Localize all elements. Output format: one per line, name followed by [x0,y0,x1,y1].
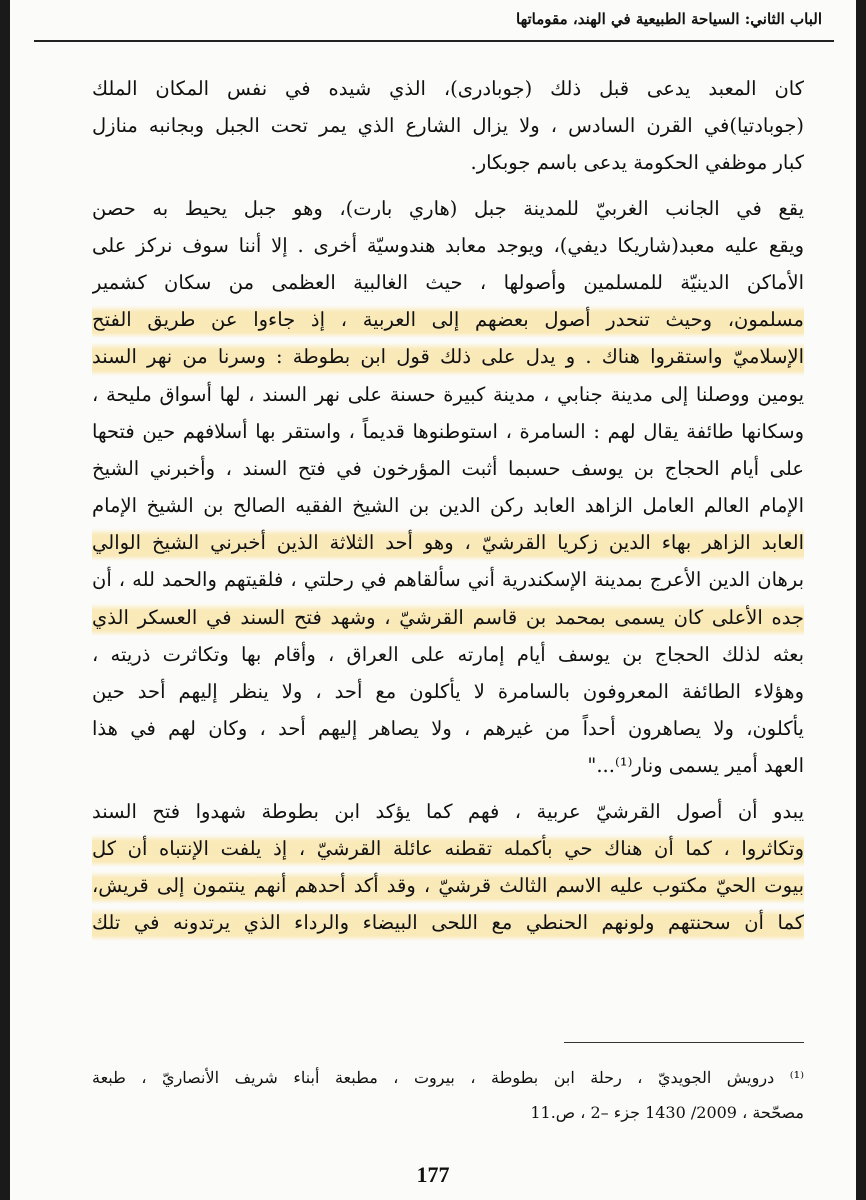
body-text [92,70,804,941]
text-line: العهد أمير يسمى ونار⁽¹⁾..." [587,754,804,778]
text-line: (جوبادتيا)في القرن السادس ، ولا يزال الشارع الذي يمر تحت الجبل وبجانبه منازل [92,114,804,138]
page-number: 177 [416,1162,450,1187]
text-line: كبار موظفي الحكومة يدعى باسم جوبكار. [470,151,804,175]
text-line: الإمام العالم العامل الزاهد العابد ركن الدين بن الشيخ الفقيه الصالح بن الشيخ الإمام [92,494,804,518]
paragraph-1 [92,70,804,182]
paragraph-3 [92,793,804,942]
text-line: ويقع عليه معبد(شاريكا ديفي)، ويوجد معابد هندوسيّة أخرى . إلا أننا سوف نركز على [92,233,804,257]
footnote-line: مصحّحة ، 2009/ 1430 جزء –2 ، ص.11 [530,1103,804,1122]
highlighted-line: جده الأعلى كان يسمى بمحمد بن قاسم القرشيّ ، وشهد فتح السند في العسكر الذي [92,599,804,636]
running-head: الباب الثاني: السياحة الطبيعية في الهند، مقوماتها [516,10,822,28]
text-line: الأماكن الدينيّة للمسلمين وأصولها ، حيث الغالبية العظمى من سكان كشمير [92,270,804,294]
text-line: يومين ووصلنا إلى مدينة جنابي ، مدينة كبيرة حسنة على نهر السند ، لها أسواق مليحة ، [92,382,804,406]
text-line: على أيام الحجاج بن يوسف حسبما أثبت المؤرخون في فتح السند ، وأخبرني الشيخ [92,456,804,480]
book-page [10,0,856,1200]
paragraph-2 [92,190,804,785]
highlighted-line: كما أن سحنتهم ولونهم الحنطي مع اللحى البيضاء والرداء الذي يرتدونه في تلك [92,904,804,941]
text-line: وهؤلاء الطائفة المعروفون بالسامرة لا يأكلون مع أحد ، ولا ينظر إليهم أحد حين [92,680,804,703]
highlighted-line: العابد الزاهر بهاء الدين زكريا القرشيّ ، وهو أحد الثلاثة الذين أخبرني الشيخ الوالي [92,524,804,561]
text-line: يبدو أن أصول القرشيّ عربية ، فهم كما يؤكد ابن بطوطة شهدوا فتح السند [92,799,804,823]
text-line: يقع في الجانب الغربيّ للمدينة جبل (هاري بارت)، وهو جبل يحيط به حصن [92,196,804,220]
text-line: بعثه لذلك الحجاج بن يوسف أيام إمارته على العراق ، وأقام بها وتكاثرت ذريته ، [92,642,804,666]
highlighted-line: وتكاثروا ، كما أن هناك حي بأكمله تقطنه عائلة القرشيّ ، إذ يلفت الإنتباه أن كل [92,830,804,867]
header-rule [34,40,834,42]
highlighted-line: الإسلاميّ واستقروا هناك . و يدل على ذلك قول ابن بطوطة : وسرنا من نهر السند [92,338,804,375]
footnote-line: ⁽¹⁾ درويش الجويديّ ، رحلة ابن بطوطة ، بيروت ، مطبعة أبناء شريف الأنصاريّ ، طبعة [92,1068,804,1087]
footnote [92,1060,804,1130]
footnote-rule [564,1042,804,1043]
text-line: برهان الدين الأعرج بمدينة الإسكندرية أني سألقاهم في رحلتي ، فلقيتهم والحمد لله ، أن [92,568,804,592]
text-line: يأكلون، ولا يصاهرون أحداً من غيرهم ، ولا يصاهر إليهم أحد ، وكان لهم في هذا [92,717,804,741]
highlighted-line: بيوت الحيّ مكتوب عليه الاسم الثالث قرشيّ ، وقد أكد أحدهم أنهم ينتمون إلى قريش، [92,867,804,904]
text-line: وسكانها طائفة يقال لهم : السامرة ، استوطنوها قديماً ، واستقر بها أسلافهم حين فتحها [92,419,804,443]
text-line: كان المعبد يدعى قبل ذلك (جوبادرى)، الذي شيده في نفس المكان الملك [92,77,804,100]
highlighted-line: مسلمون، وحيث تنحدر أصول بعضهم إلى العربية ، إذ جاءوا عن طريق الفتح [92,301,804,338]
